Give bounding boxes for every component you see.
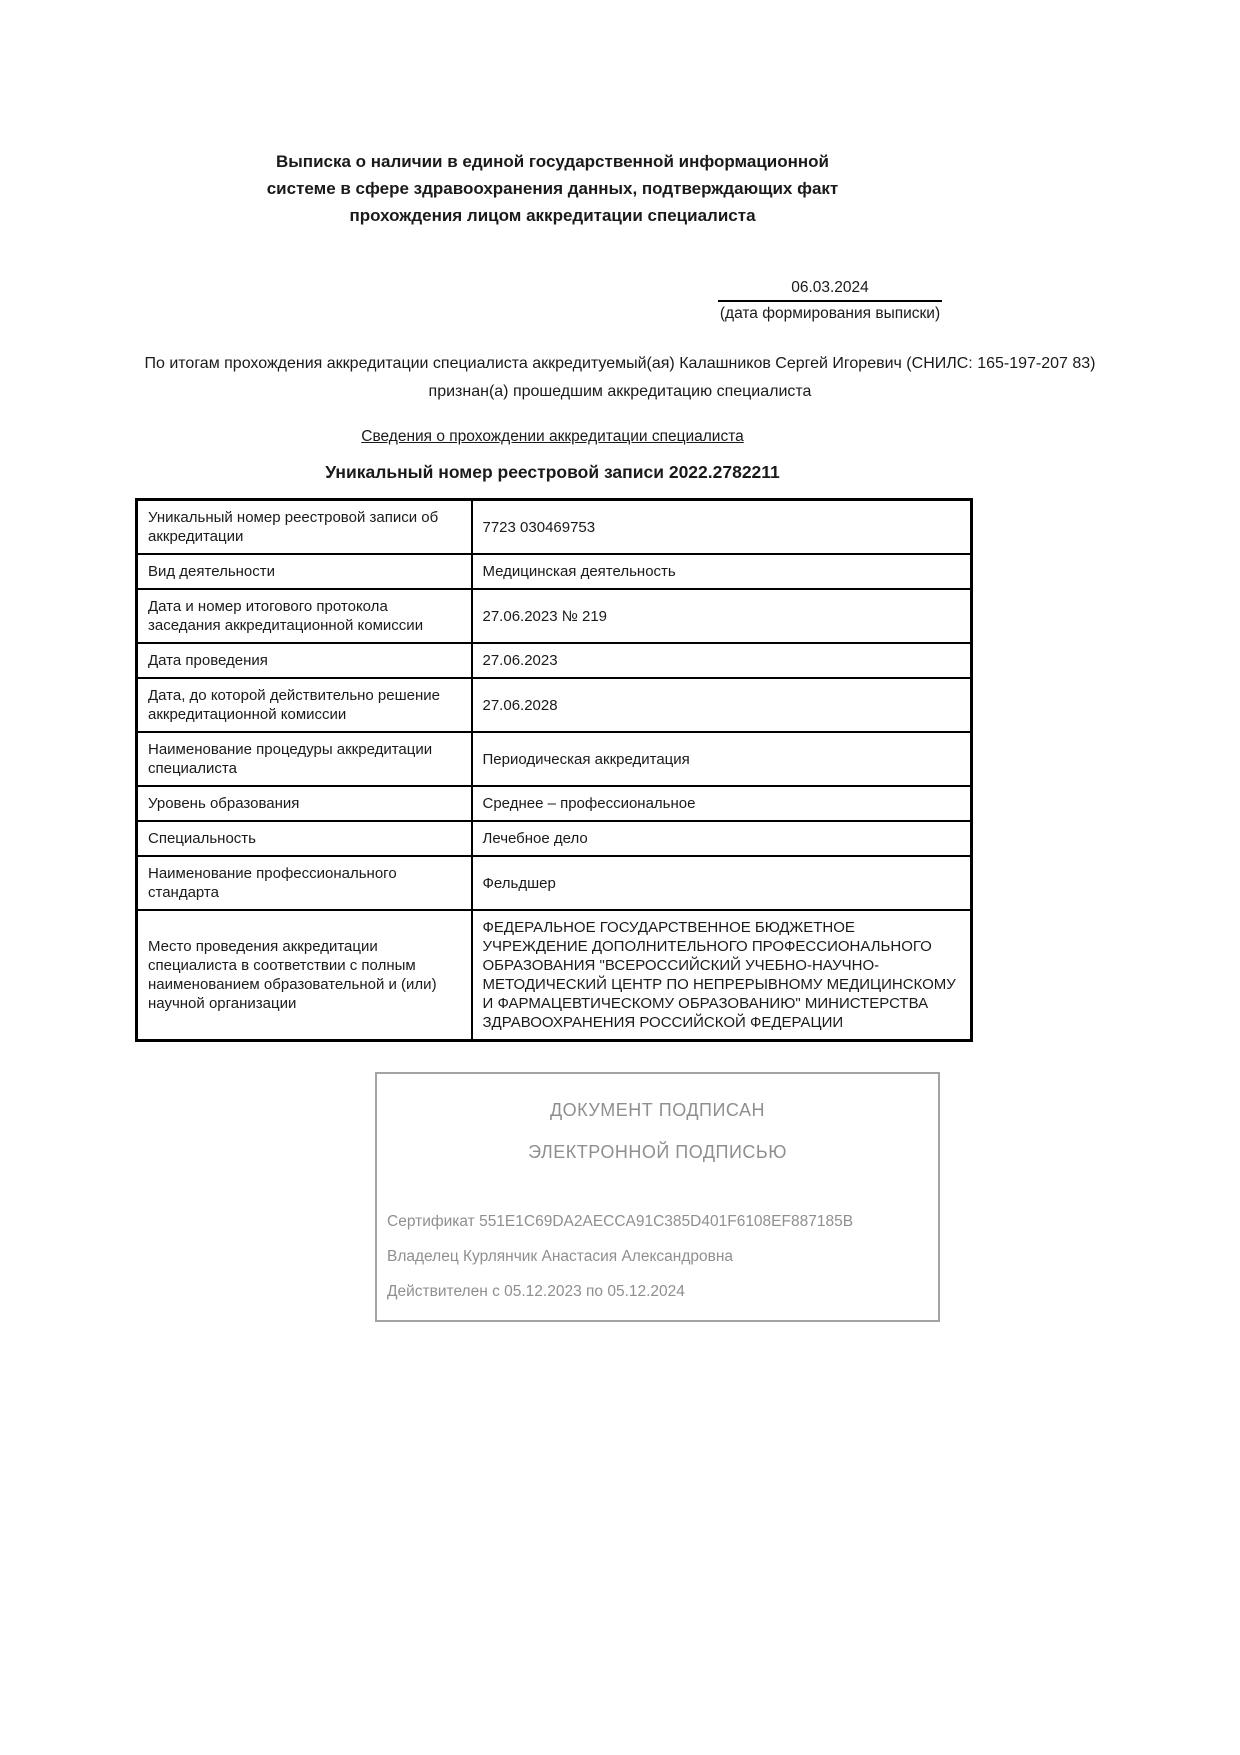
electronic-signature-stamp — [375, 1072, 940, 1322]
row-value-cell: 27.06.2023 № 219 — [472, 589, 972, 643]
table-row — [137, 589, 972, 643]
row-label-cell: Место проведения аккредитации специалиста в соответствии с полным наименованием образовательной и (или) научной организации — [137, 910, 472, 1041]
accreditation-details-table — [135, 498, 973, 1042]
table-row — [137, 856, 972, 910]
row-value-cell: Фельдшер — [472, 856, 972, 910]
row-value-cell: 7723 030469753 — [472, 500, 972, 555]
table-row — [137, 910, 972, 1041]
document-title — [135, 148, 970, 229]
table-row — [137, 786, 972, 821]
row-label-cell: Уникальный номер реестровой записи об аккредитации — [137, 500, 472, 555]
table-row — [137, 821, 972, 856]
row-label-cell: Дата проведения — [137, 643, 472, 678]
row-value-cell: Медицинская деятельность — [472, 554, 972, 589]
row-value-cell: ФЕДЕРАЛЬНОЕ ГОСУДАРСТВЕННОЕ БЮДЖЕТНОЕ УЧРЕЖДЕНИЕ ДОПОЛНИТЕЛЬНОГО ПРОФЕССИОНАЛЬНОГО ОБРАЗОВАНИЯ "ВСЕРОССИЙСКИЙ УЧЕБНО-НАУЧНО-МЕТОДИЧЕСКИЙ ЦЕНТР ПО НЕПРЕРЫВНОМУ МЕДИЦИНСКОМУ И ФАРМАЦЕВТИЧЕСКОМУ ОБРАЗОВАНИЮ" МИНИСТЕРСТВА ЗДРАВООХРАНЕНИЯ РОССИЙСКОЙ ФЕДЕРАЦИИ — [472, 910, 972, 1041]
row-value-cell: Лечебное дело — [472, 821, 972, 856]
signature-owner: Владелец Курлянчик Анастасия Александровна — [387, 1248, 734, 1265]
row-label-cell: Вид деятельности — [137, 554, 472, 589]
accreditation-result-line-2: признан(а) прошедшим аккредитацию специалиста — [428, 383, 812, 400]
extract-date-value: 06.03.2024 — [718, 279, 942, 302]
row-label-cell: Наименование профессионального стандарта — [137, 856, 472, 910]
table-row — [137, 643, 972, 678]
document-title-line-1: Выписка о наличии в единой государственной информационной — [276, 152, 829, 171]
row-value-cell: 27.06.2028 — [472, 678, 972, 732]
document-title-line-3: прохождения лицом аккредитации специалиста — [349, 206, 756, 225]
accreditation-result-paragraph — [0, 350, 1240, 406]
signature-validity: Действителен с 05.12.2023 по 05.12.2024 — [387, 1283, 685, 1300]
row-label-cell: Дата, до которой действительно решение аккредитационной комиссии — [137, 678, 472, 732]
row-label-cell: Уровень образования — [137, 786, 472, 821]
table-row — [137, 500, 972, 555]
row-value-cell: 27.06.2023 — [472, 643, 972, 678]
row-value-cell: Среднее – профессиональное — [472, 786, 972, 821]
row-value-cell: Периодическая аккредитация — [472, 732, 972, 786]
table-row — [137, 554, 972, 589]
row-label-cell: Наименование процедуры аккредитации специалиста — [137, 732, 472, 786]
document-title-line-2: системе в сфере здравоохранения данных, подтверждающих факт — [266, 179, 839, 198]
table-row — [137, 732, 972, 786]
signature-details — [387, 1212, 938, 1302]
extract-date-block — [718, 279, 942, 323]
row-label-cell: Специальность — [137, 821, 472, 856]
section-title-text: Сведения о прохождении аккредитации специалиста — [361, 428, 744, 445]
signature-certificate: Сертификат 551E1C69DA2AECCA91C385D401F6108EF887185B — [387, 1213, 854, 1230]
accreditation-result-line-1: По итогам прохождения аккредитации специалиста аккредитуемый(ая) Калашников Сергей Игоревич (СНИЛС: 165-197-207 83) — [144, 355, 1096, 372]
row-label-cell: Дата и номер итогового протокола заседания аккредитационной комиссии — [137, 589, 472, 643]
extract-date-caption: (дата формирования выписки) — [719, 305, 941, 322]
registry-record-heading: Уникальный номер реестровой записи 2022.2782211 — [325, 462, 780, 482]
signature-heading-line-1: ДОКУМЕНТ ПОДПИСАН — [549, 1100, 766, 1120]
signature-heading-line-2: ЭЛЕКТРОННОЙ ПОДПИСЬЮ — [528, 1142, 787, 1162]
table-row — [137, 678, 972, 732]
section-title — [135, 428, 970, 446]
